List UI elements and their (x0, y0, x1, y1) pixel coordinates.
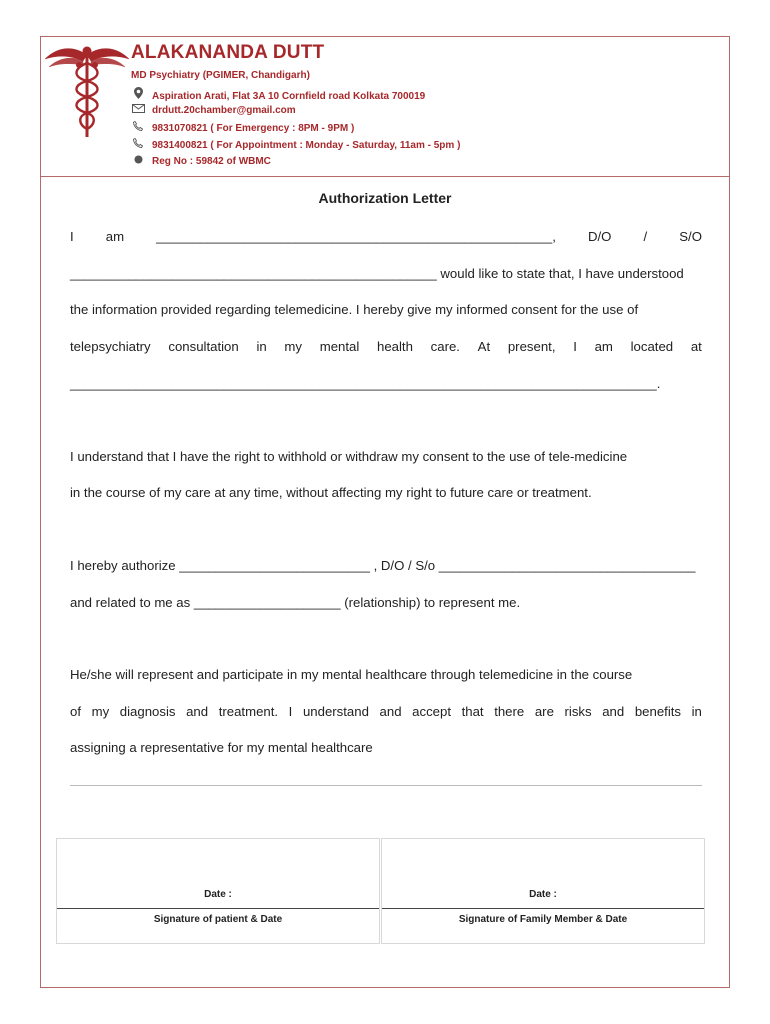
word: benefits (634, 704, 682, 719)
address-line (131, 87, 425, 102)
divider (70, 785, 702, 786)
qualification (131, 70, 310, 81)
letter-page (40, 36, 730, 988)
word: that (461, 704, 484, 719)
word: and (602, 704, 625, 719)
para4-line3: assigning a representative for my mental healthcare (70, 740, 373, 755)
phone-icon (131, 138, 145, 151)
word: care. (430, 339, 460, 354)
word: at (690, 339, 702, 354)
patient-signature-label: Signature of patient & Date (153, 914, 283, 925)
signature-line (382, 908, 704, 909)
para4-line2 (70, 704, 702, 722)
para2-line1: I understand that I have the right to withhold or withdraw my consent to the use of tele-medicine (70, 449, 628, 464)
family-signature-box (381, 838, 705, 944)
para1-line5: ________________________________________________________________________________. (70, 376, 661, 391)
word: am (594, 339, 613, 354)
letterhead (41, 37, 729, 177)
registration-line (131, 155, 271, 167)
dot-icon (131, 155, 145, 167)
registration-text: Reg No : 59842 of WBMC (152, 156, 271, 167)
patient-signature-box (56, 838, 380, 944)
name-blank: ______________________________________________________, (156, 229, 556, 244)
word: health (377, 339, 413, 354)
word: risks (564, 704, 592, 719)
word: consultation (168, 339, 239, 354)
email-text: drdutt.20chamber@gmail.com (152, 105, 296, 116)
word: / (643, 229, 648, 244)
family-signature-label: Signature of Family Member & Date (458, 914, 628, 925)
doctor-name: ALAKANANDA DUTT (131, 42, 325, 63)
family-date-label: Date : (529, 889, 557, 900)
word: telepsychiatry (70, 339, 151, 354)
qualification-text: MD Psychiatry (PGIMER, Chandigarh) (131, 70, 310, 81)
word: present, (507, 339, 556, 354)
word: understand (302, 704, 369, 719)
word: located (630, 339, 674, 354)
para1-line4 (70, 339, 702, 357)
word: S/O (679, 229, 702, 244)
patient-date-label: Date : (204, 889, 232, 900)
word: in (691, 704, 702, 719)
letter-title: Authorization Letter (318, 190, 452, 206)
word: am (105, 229, 125, 244)
para2-line2: in the course of my care at any time, without affecting my right to future care or treatment. (70, 485, 592, 500)
word: mental (319, 339, 360, 354)
appointment-line (131, 138, 460, 151)
word: are (534, 704, 554, 719)
word: my (91, 704, 110, 719)
signature-line (57, 908, 379, 909)
email-line (131, 104, 296, 116)
emergency-line (131, 121, 354, 134)
word: I (70, 229, 74, 244)
word: treatment. (218, 704, 279, 719)
word: accept (412, 704, 451, 719)
word: my (284, 339, 302, 354)
word: I (288, 704, 293, 719)
emergency-text: 9831070821 ( For Emergency : 8PM - 9PM ) (152, 123, 355, 134)
phone-icon (131, 121, 145, 134)
word: and (379, 704, 402, 719)
address-text: Aspiration Arati, Flat 3A 10 Cornfield road Kolkata 700019 (152, 91, 426, 102)
word: there (494, 704, 525, 719)
para1-line3: the information provided regarding telemedicine. I hereby give my informed consent for the use of (70, 302, 639, 317)
word: in (256, 339, 267, 354)
para1-line1 (70, 229, 702, 247)
word: and (186, 704, 209, 719)
envelope-icon (131, 104, 145, 116)
word: D/O (587, 229, 612, 244)
para3-line1: I hereby authorize __________________________ , D/O / S/o ___________________________________ (70, 558, 696, 573)
word: At (477, 339, 491, 354)
caduceus-logo (43, 41, 131, 141)
appointment-text: 9831400821 ( For Appointment : Monday - Saturday, 11am - 5pm ) (152, 140, 461, 151)
map-pin-icon (131, 87, 145, 102)
word: I (573, 339, 577, 354)
word: diagnosis (119, 704, 176, 719)
para4-line1: He/she will represent and participate in my mental healthcare through telemedicine in the course (70, 667, 633, 682)
para3-line2: and related to me as ____________________ (relationship) to represent me. (70, 595, 521, 610)
word: of (70, 704, 81, 719)
para1-line2: __________________________________________________ would like to state that, I have understood (70, 266, 684, 281)
